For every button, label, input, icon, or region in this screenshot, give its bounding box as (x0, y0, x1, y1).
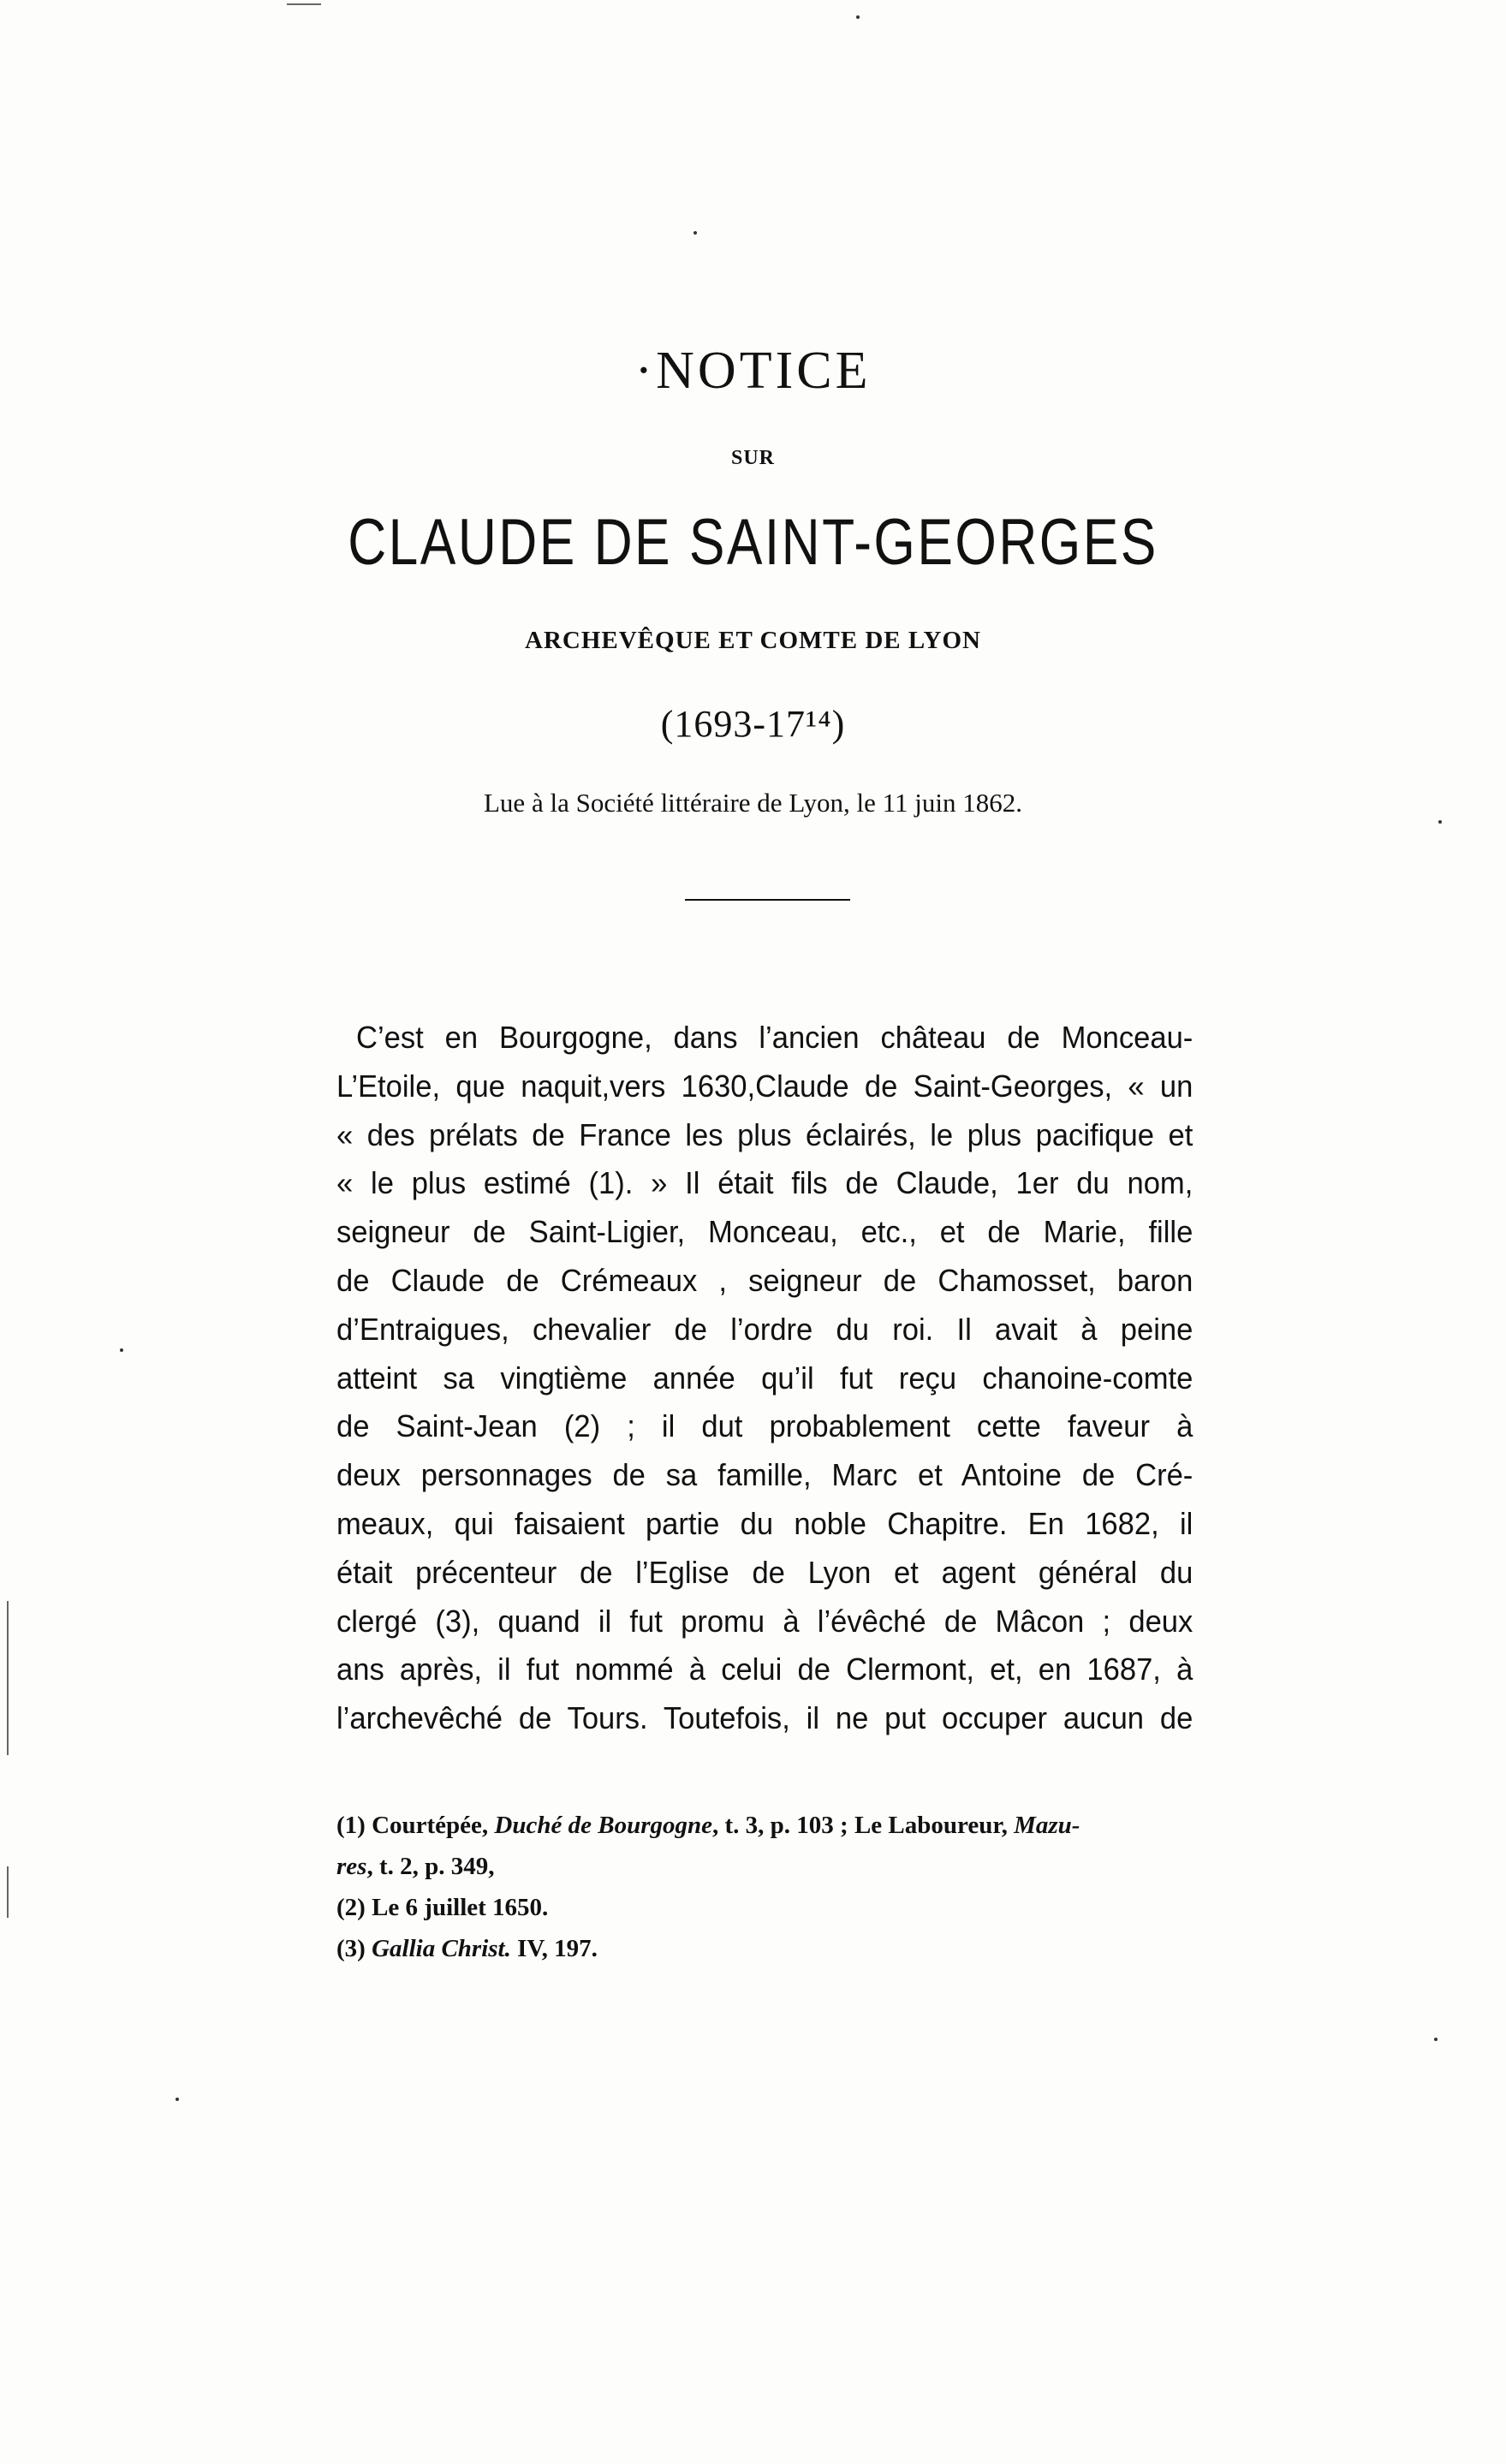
body-line: l’archevêché de Tours. Toutefois, il ne put occuper aucun de (336, 1700, 1193, 1736)
scan-margin-mark (7, 1601, 9, 1755)
reading-note: Lue à la Société littéraire de Lyon, le 11 juin 1862. (484, 788, 1022, 818)
footnote-italic: Mazu- (1014, 1812, 1080, 1839)
body-line: L’Etoile, que naquit,vers 1630,Claude de Saint-Georges, « un (336, 1068, 1193, 1104)
body-line: ans après, il fut nommé à celui de Clermont, et, en 1687, à (336, 1652, 1193, 1687)
body-line: « des prélats de France les plus éclairés, le plus pacifique et (336, 1116, 1193, 1152)
footnotes (336, 1805, 1229, 1969)
body-line: seigneur de Saint-Ligier, Monceau, etc., et de Marie, fille (336, 1214, 1193, 1250)
subject-role: ARCHEVÊQUE ET COMTE DE LYON (525, 627, 981, 654)
body-line: de Claude de Crémeaux , seigneur de Chamosset, baron (336, 1262, 1193, 1298)
footnote-text: Le 6 juillet 1650. (372, 1894, 549, 1921)
footnote-number: (2) (336, 1894, 366, 1921)
body-line: meaux, qui faisaient partie du noble Chapitre. En 1682, il (336, 1505, 1193, 1541)
scan-speck (856, 15, 860, 19)
footnote-number: (3) (336, 1935, 366, 1962)
subject-name: CLAUDE DE SAINT-GEORGES (348, 506, 1158, 579)
footnote-text: , t. 3, p. 103 ; Le Laboureur, (712, 1812, 1015, 1839)
scan-speck (1438, 820, 1442, 824)
scan-margin-mark (287, 3, 321, 5)
body-line: atteint sa vingtième année qu’il fut reçu chanoine-comte (336, 1360, 1193, 1396)
sur-label: SUR (730, 447, 775, 469)
scan-speck (1434, 2038, 1438, 2041)
scan-margin-mark (7, 1866, 9, 1918)
footnote-1 (336, 1805, 1229, 1846)
scan-speck (693, 231, 697, 235)
footnote-3 (336, 1928, 1229, 1969)
notice-title: ·NOTICE (634, 342, 872, 400)
footnote-italic: Duché de Bourgogne (494, 1812, 712, 1839)
body-line: de Saint-Jean (2) ; il dut probablement cette faveur à (336, 1408, 1193, 1444)
body-line: deux personnages de sa famille, Marc et Antoine de Cré- (336, 1457, 1193, 1493)
footnote-number: (1) (336, 1812, 366, 1839)
footnote-italic: res (336, 1853, 367, 1880)
footnote-1-continued (336, 1846, 1229, 1887)
body-line: « le plus estimé (1). » Il était fils de Claude, 1er du nom, (336, 1165, 1193, 1201)
subject-dates: (1693-17¹⁴) (660, 703, 846, 745)
body-paragraph (336, 1014, 1193, 1743)
body-line: clergé (3), quand il fut promu à l’évêché de Mâcon ; deux (336, 1603, 1193, 1639)
footnote-2 (336, 1887, 1229, 1928)
footnote-italic: Gallia Christ. (372, 1935, 511, 1962)
scan-speck (120, 1348, 123, 1352)
footnote-text: , t. 2, p. 349, (366, 1853, 495, 1880)
footnote-text: IV, 197. (510, 1935, 598, 1962)
body-line: d’Entraigues, chevalier de l’ordre du roi. Il avait à peine (336, 1311, 1193, 1347)
body-line: C’est en Bourgogne, dans l’ancien château de Monceau- (356, 1020, 1193, 1055)
section-divider (685, 899, 850, 901)
footnote-text: Courtépée, (372, 1812, 495, 1839)
body-line: était précenteur de l’Eglise de Lyon et agent général du (336, 1554, 1193, 1590)
scan-speck (176, 2098, 179, 2101)
